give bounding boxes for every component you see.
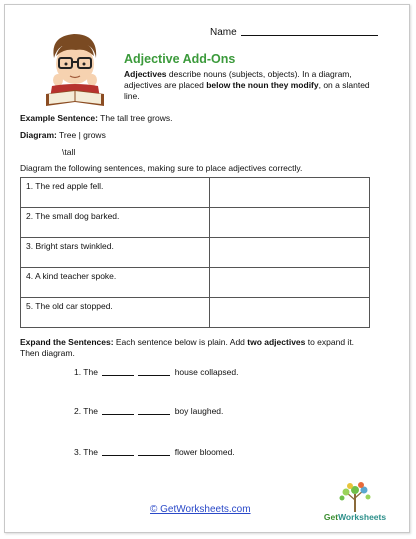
intro-text-2: , on a slanted line. (124, 80, 370, 101)
name-field[interactable] (210, 25, 378, 38)
diagram-label: Diagram: (20, 130, 57, 140)
expand-text-2: to expand it. Then diagram. (20, 337, 355, 358)
tree-icon (316, 482, 394, 514)
expand-label: Expand the Sentences: (20, 337, 114, 347)
table-row (21, 238, 370, 268)
instructions: Diagram the following sentences, making sure to place adjectives correctly. (20, 163, 303, 173)
logo-text-get: Get (323, 512, 339, 522)
expand-item-start: 3. The (74, 447, 98, 457)
example-label: Example Sentence: (20, 113, 98, 123)
table-row (21, 298, 370, 328)
answer-cell[interactable] (210, 268, 370, 298)
expand-instructions (20, 337, 370, 359)
answer-cell[interactable] (210, 238, 370, 268)
expand-item (74, 367, 239, 377)
table-row (21, 268, 370, 298)
worksheet-title: Adjective Add-Ons (124, 52, 236, 66)
diagram-modifier: \tall (62, 147, 76, 157)
expand-item (74, 447, 235, 457)
getworksheets-logo (316, 482, 394, 526)
adjective-blank[interactable] (102, 406, 134, 415)
reading-boy-icon (40, 28, 110, 110)
adjective-blank[interactable] (138, 367, 170, 376)
table-row (21, 178, 370, 208)
expand-item-start: 1. The (74, 367, 98, 377)
diagram-table (20, 177, 370, 328)
footer-link[interactable]: © GetWorksheets.com (150, 504, 251, 515)
intro-text-1: describe nouns (subjects, objects). In a diagram, adjectives are placed (124, 69, 352, 90)
logo-text-worksheets: Worksheets (338, 512, 387, 522)
expand-item-rest: house collapsed. (174, 367, 239, 377)
intro-term: Adjectives (124, 69, 167, 79)
sentence-cell: 5. The old car stopped. (21, 298, 210, 328)
answer-cell[interactable] (210, 298, 370, 328)
intro-paragraph (124, 69, 370, 102)
sentence-cell: 1. The red apple fell. (21, 178, 210, 208)
expand-text-1: Each sentence below is plain. Add (113, 337, 248, 347)
sentence-cell: 3. Bright stars twinkled. (21, 238, 210, 268)
diagram-example (20, 130, 106, 140)
expand-bold: two adjectives (247, 337, 306, 347)
intro-bold: below the noun they modify (206, 80, 319, 90)
answer-cell[interactable] (210, 178, 370, 208)
sentence-cell: 4. A kind teacher spoke. (21, 268, 210, 298)
adjective-blank[interactable] (102, 367, 134, 376)
answer-cell[interactable] (210, 208, 370, 238)
adjective-blank[interactable] (102, 447, 134, 456)
expand-item-rest: flower bloomed. (174, 447, 235, 457)
sentence-cell: 2. The small dog barked. (21, 208, 210, 238)
example-text: The tall tree grows. (97, 113, 173, 123)
diagram-text: Tree | grows (56, 130, 106, 140)
name-underline[interactable] (241, 25, 378, 36)
example-sentence (20, 113, 172, 123)
logo-text (316, 512, 394, 522)
adjective-blank[interactable] (138, 447, 170, 456)
expand-item (74, 406, 223, 416)
name-label: Name (210, 27, 237, 38)
expand-item-start: 2. The (74, 406, 98, 416)
table-row (21, 208, 370, 238)
adjective-blank[interactable] (138, 406, 170, 415)
expand-item-rest: boy laughed. (174, 406, 224, 416)
